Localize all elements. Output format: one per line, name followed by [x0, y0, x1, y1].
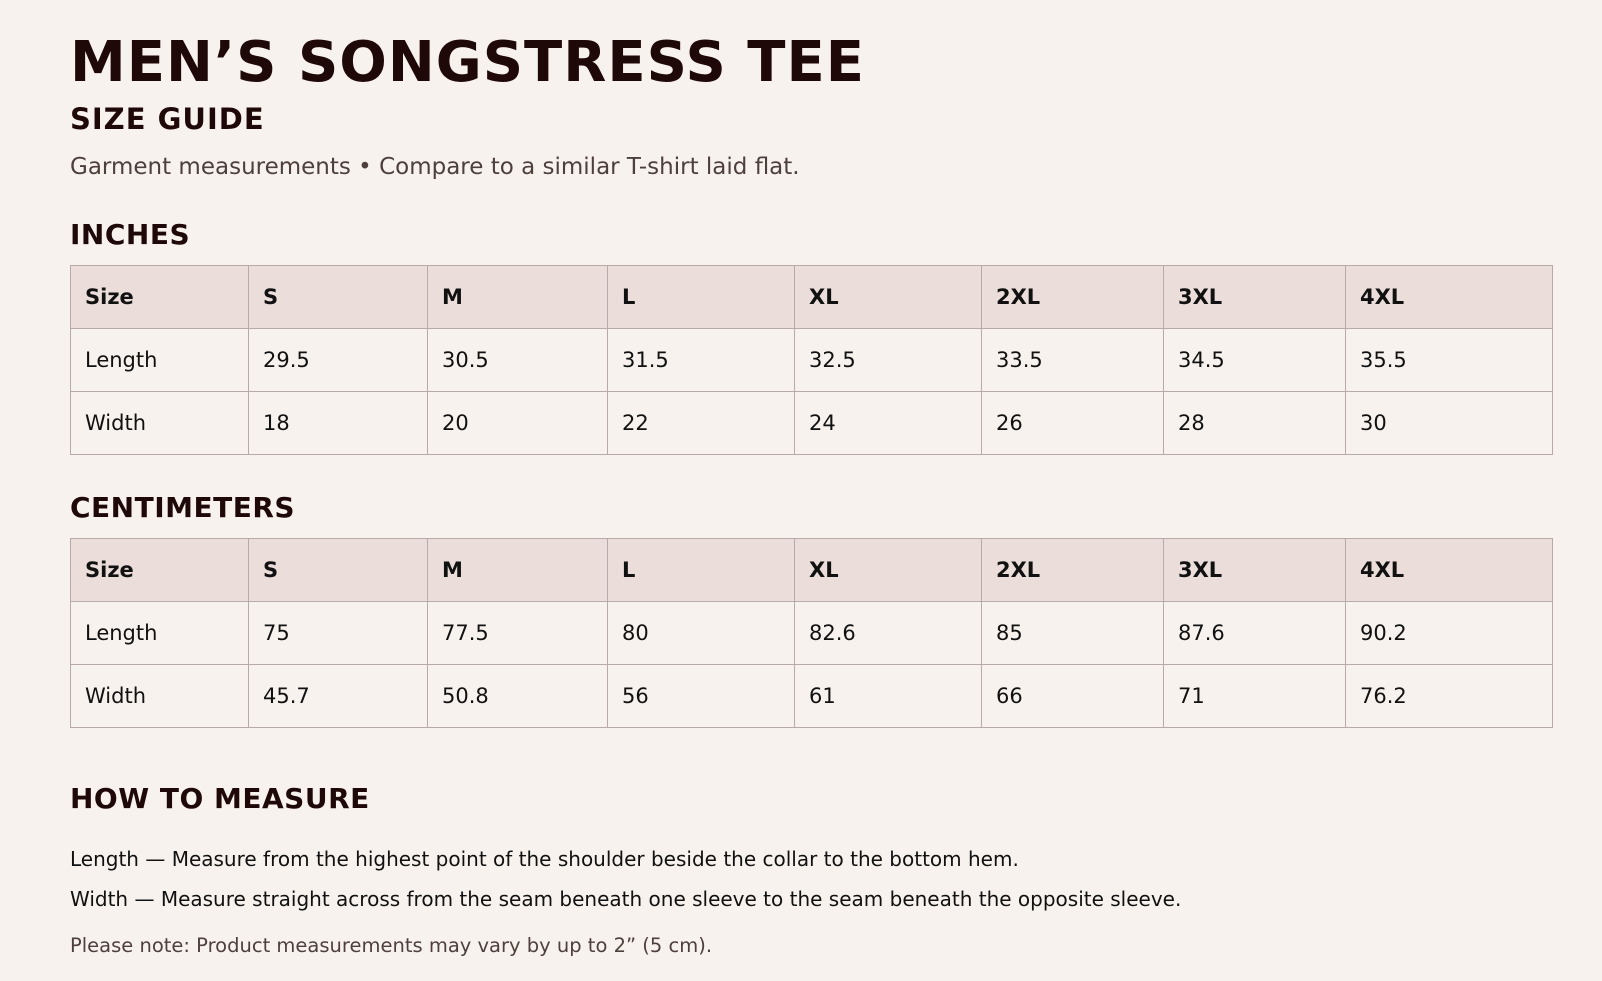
table-cell: 18 [249, 392, 428, 455]
column-header: XL [795, 266, 982, 329]
centimeters-table [70, 538, 1553, 728]
table-cell: 31.5 [608, 329, 795, 392]
table-cell: 75 [249, 602, 428, 665]
width-instruction: Width — Measure straight across from the seam beneath one sleeve to the seam beneath the opposite sleeve. [70, 887, 1182, 911]
table-row [71, 602, 1553, 665]
column-header: 2XL [982, 539, 1164, 602]
table-row [71, 392, 1553, 455]
inches-table [70, 265, 1553, 455]
column-header: S [249, 539, 428, 602]
column-header: L [608, 266, 795, 329]
table-cell: 34.5 [1164, 329, 1346, 392]
table-cell: 56 [608, 665, 795, 728]
table-cell: 77.5 [428, 602, 608, 665]
length-instruction: Length — Measure from the highest point of the shoulder beside the collar to the bottom hem. [70, 847, 1019, 871]
table-cell: 28 [1164, 392, 1346, 455]
table-cell: 50.8 [428, 665, 608, 728]
measurement-note: Please note: Product measurements may vary by up to 2” (5 cm). [70, 934, 713, 957]
table-cell: 66 [982, 665, 1164, 728]
intro-text: Garment measurements • Compare to a similar T-shirt laid flat. [70, 154, 800, 180]
table-cell: 30.5 [428, 329, 608, 392]
table-cell: 29.5 [249, 329, 428, 392]
centimeters-heading: CENTIMETERS [70, 491, 296, 524]
table-cell: 82.6 [795, 602, 982, 665]
table-cell: 35.5 [1346, 329, 1553, 392]
column-header: L [608, 539, 795, 602]
table-cell: 20 [428, 392, 608, 455]
inches-heading: INCHES [70, 218, 191, 251]
table-cell: 22 [608, 392, 795, 455]
page-title: MEN’S SONGSTRESS TEE [70, 30, 865, 95]
table-cell: 85 [982, 602, 1164, 665]
table-cell: 33.5 [982, 329, 1164, 392]
table-cell: 71 [1164, 665, 1346, 728]
table-row [71, 665, 1553, 728]
table-cell: 24 [795, 392, 982, 455]
column-header: 3XL [1164, 539, 1346, 602]
column-header: 3XL [1164, 266, 1346, 329]
column-header: M [428, 266, 608, 329]
column-header: Size [71, 539, 249, 602]
column-header: Size [71, 266, 249, 329]
row-label: Width [71, 665, 249, 728]
column-header: M [428, 539, 608, 602]
column-header: S [249, 266, 428, 329]
column-header: 2XL [982, 266, 1164, 329]
table-cell: 90.2 [1346, 602, 1553, 665]
table-cell: 80 [608, 602, 795, 665]
table-row [71, 329, 1553, 392]
page-subtitle: SIZE GUIDE [70, 102, 265, 136]
row-label: Length [71, 329, 249, 392]
table-cell: 61 [795, 665, 982, 728]
how-to-measure-heading: HOW TO MEASURE [70, 782, 370, 815]
row-label: Width [71, 392, 249, 455]
column-header: 4XL [1346, 266, 1553, 329]
table-cell: 26 [982, 392, 1164, 455]
table-cell: 45.7 [249, 665, 428, 728]
column-header: 4XL [1346, 539, 1553, 602]
table-header-row [71, 266, 1553, 329]
column-header: XL [795, 539, 982, 602]
table-header-row [71, 539, 1553, 602]
table-cell: 32.5 [795, 329, 982, 392]
table-cell: 30 [1346, 392, 1553, 455]
table-cell: 87.6 [1164, 602, 1346, 665]
row-label: Length [71, 602, 249, 665]
table-cell: 76.2 [1346, 665, 1553, 728]
